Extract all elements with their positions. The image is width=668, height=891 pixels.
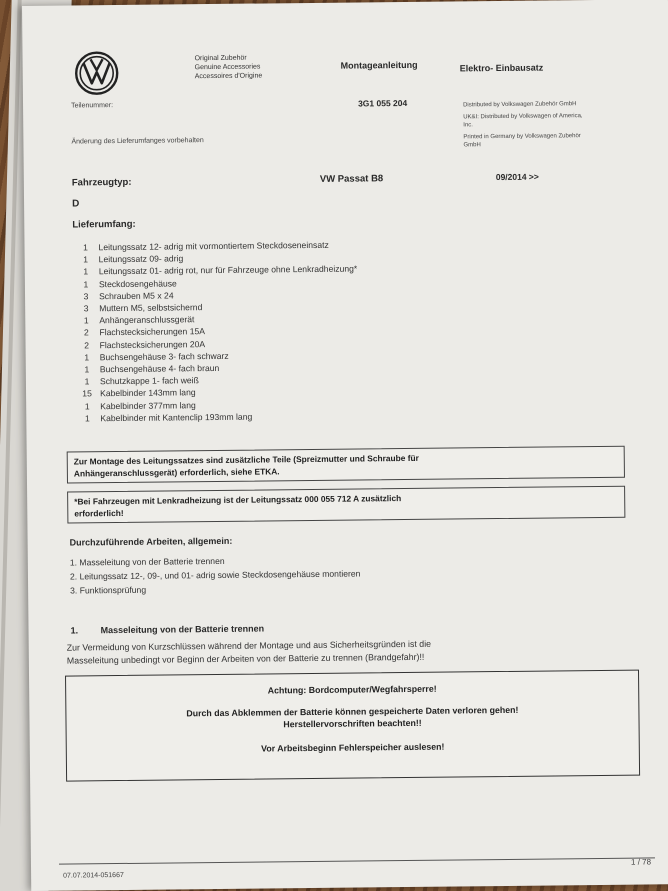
lieferumfang-title: Lieferumfang: [72,218,136,231]
item-qty: 15 [82,388,92,399]
aenderung-note: Änderung des Lieferumfanges vorbehalten [71,137,204,146]
arbeiten-steps [70,552,361,597]
section-paragraph [67,638,432,668]
item-qty: 2 [84,339,89,350]
item-text: Kabelbinder mit Kantenclip 193mm lang [100,411,253,424]
item-text: Buchsengehäuse 4- fach braun [99,362,220,375]
zubehoer-block [195,53,263,81]
doc-type: Montageanleitung [340,59,418,71]
date-code: 09/2014 >> [495,171,539,183]
item-text: Leitungssatz 12- adrig mit vormontiertem Steckdoseneinsatz [98,239,329,253]
list-item [74,409,359,424]
publisher-block [463,100,583,149]
doc-subject: Elektro- Einbausatz [459,62,544,74]
item-text: Schrauben M5 x 24 [98,290,174,302]
item-qty: 1 [83,254,89,265]
document-page [22,0,668,891]
item-text: Buchsengehäuse 3- fach schwarz [99,350,229,363]
publisher-line: Distributed by Volkswagen Zubehör GmbH [463,101,577,109]
arbeiten-title: Durchzuführende Arbeiten, allgemein: [69,535,233,548]
item-qty: 1 [83,242,88,253]
step-item: 2. Leitungssatz 12-, 09-, und 01- adrig sowie Steckdosengehäuse montieren [69,568,361,582]
item-text: Flachstecksicherungen 20A [99,338,206,350]
warning-line: Herstellervorschriften beachten!! [283,717,422,730]
note-box-lenkradheizung [67,486,625,524]
zubehoer-line: Genuine Accessories [194,63,261,72]
item-text: Leitungssatz 01- adrig rot, nur für Fahrzeuge ohne Lenkradheizung* [98,263,358,277]
note-line: Anhängeranschlussgerät) erforderlich, siehe ETKA. [73,466,280,479]
step-item: 1. Masseleitung von der Batterie trennen [69,555,225,568]
item-text: Muttern M5, selbstsichernd [99,302,203,314]
item-text: Leitungssatz 09- adrig [98,253,184,265]
item-qty: 2 [83,327,89,338]
item-text: Steckdosengehäuse [98,278,177,289]
item-qty: 1 [83,278,89,289]
warning-line: Durch das Abklemmen der Batterie können gespeicherte Daten verloren gehen! [186,704,519,719]
item-qty: 1 [84,376,90,387]
step-item: 3. Funktionsprüfung [70,584,147,596]
zubehoer-line: Accessoires d'Origine [194,72,263,81]
paragraph-line: Masseleitung unbedingt vor Beginn der Arbeiten von der Batterie zu trennen (Brandgefahr)!! [66,651,425,666]
item-text: Anhängeranschlussgerät [99,314,195,326]
fahrzeugtyp-label: Fahrzeugtyp: [71,176,132,189]
teilenummer-value: 3G1 055 204 [357,97,408,109]
paragraph-line: Zur Vermeidung von Kurzschlüssen während der Montage und aus Sicherheitsgründen ist die [66,638,432,653]
item-qty: 1 [84,400,90,412]
item-qty: 3 [83,291,89,302]
footer-page: 1 / 78 [630,857,652,867]
section-number: 1. [70,625,79,636]
footer-date: 07.07.2014-051667 [63,871,124,880]
item-qty: 1 [83,266,89,277]
item-text: Kabelbinder 377mm lang [100,399,196,411]
lieferumfang-list [72,239,358,425]
item-qty: 3 [83,303,89,314]
item-text: Kabelbinder 143mm lang [100,387,196,399]
language-code: D [72,198,80,210]
vw-logo-icon [74,51,118,95]
warning-line: Achtung: Bordcomputer/Wegfahrsperre! [267,683,437,696]
item-qty: 1 [84,413,90,424]
note-box-etka [67,446,625,484]
item-qty: 1 [83,315,89,326]
warning-line: Vor Arbeitsbeginn Fehlerspeicher auslesen! [261,741,445,754]
item-text: Schutzkappe 1- fach weiß [99,375,199,387]
zubehoer-line: Original Zubehör [194,54,247,63]
teilenummer-label: Teilenummer: [71,102,114,110]
note-line: erforderlich! [74,507,124,519]
note-line: *Bei Fahrzeugen mit Lenkradheizung ist der Leitungssatz 000 055 712 A zusätzlich [74,493,402,507]
item-qty: 1 [84,352,90,363]
warning-box [65,670,640,782]
fahrzeugtyp-value: VW Passat B8 [319,173,384,185]
item-qty: 1 [84,364,90,375]
footer-divider [59,857,655,867]
note-line: Zur Montage des Leitungssatzes sind zusätzliche Teile (Spreizmutter und Schraube für [73,452,419,467]
publisher-line: UK&I: Distributed by Volkswagen of America, Inc. [463,113,583,129]
item-text: Flachstecksicherungen 15A [99,326,206,338]
publisher-line: Printed in Germany by Volkswagen Zubehör GmbH [463,133,581,149]
section-title: Masseleitung von der Batterie trennen [100,623,265,636]
